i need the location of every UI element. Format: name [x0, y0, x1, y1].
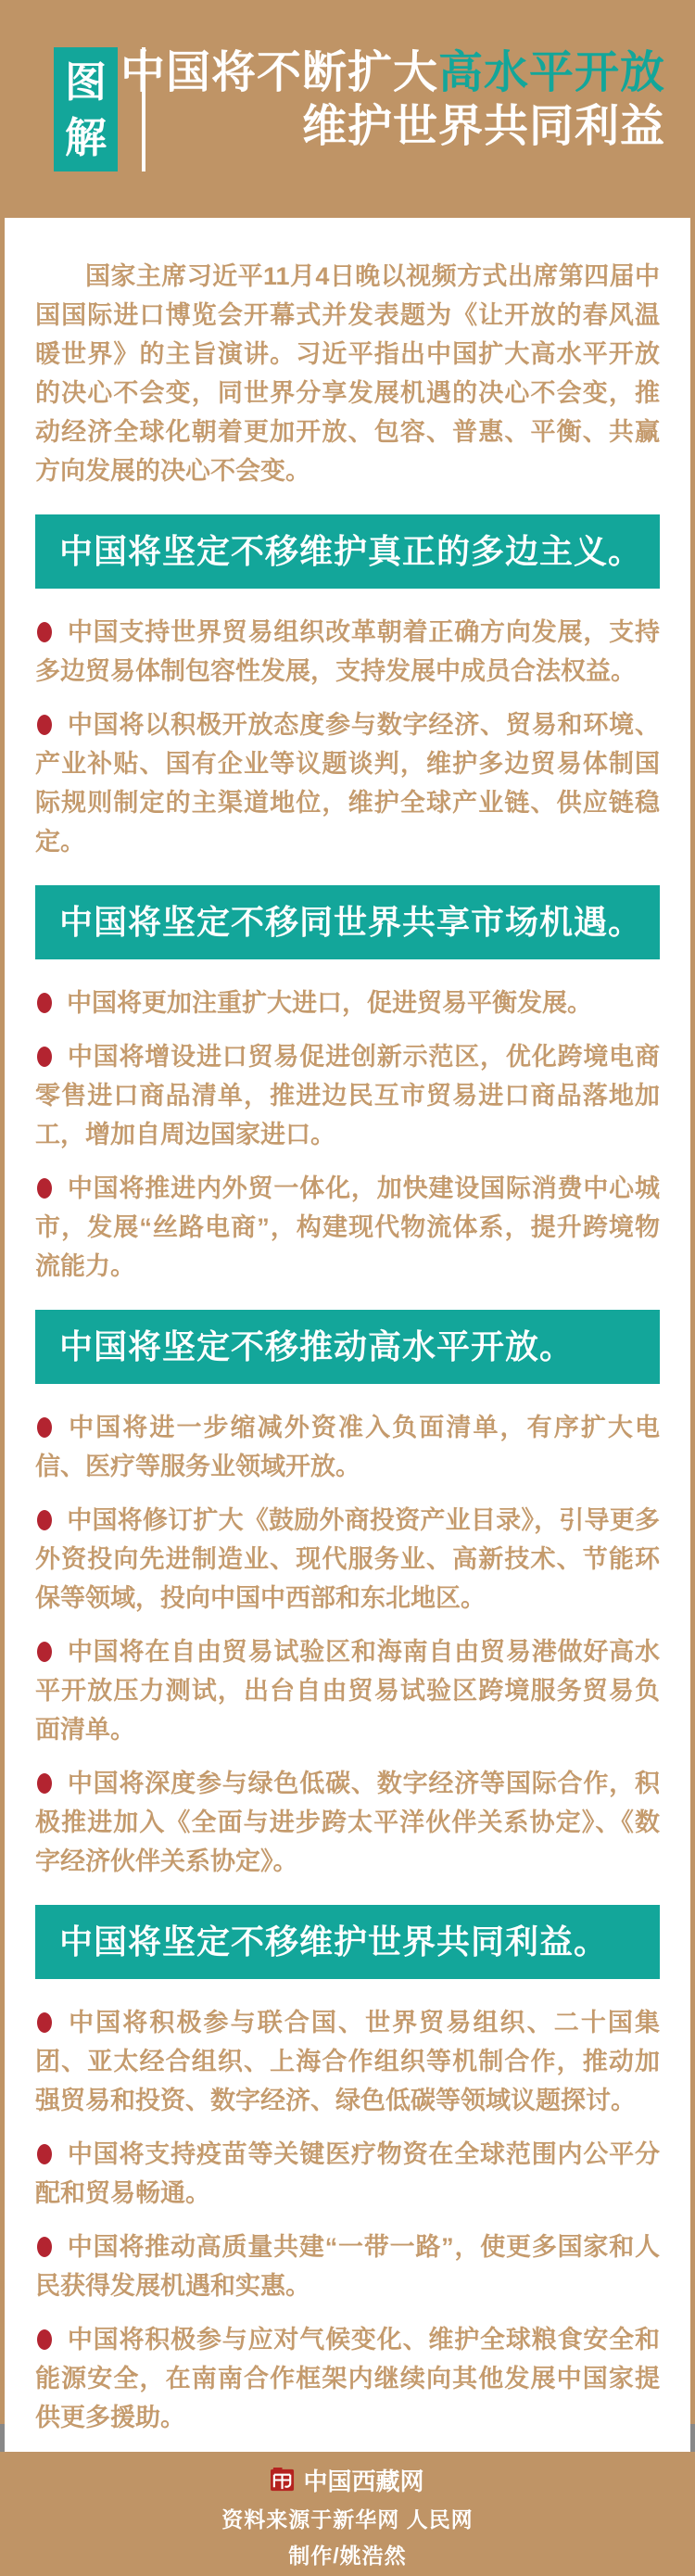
section-bullets	[35, 2003, 660, 2437]
bullet-item	[35, 705, 660, 861]
section-heading-bar: 中国将坚定不移维护真正的多边主义。	[35, 514, 660, 589]
section-heading-bar: 中国将坚定不移同世界共享市场机遇。	[35, 885, 660, 959]
content-area	[5, 218, 690, 2452]
footer-credit-line: 制作/姚浩然	[288, 2543, 407, 2568]
bullet-text: 中国将推动高质量共建“一带一路”，使更多国家和人民获得发展机遇和实惠。	[35, 2233, 660, 2300]
bullet-dot-icon	[37, 2012, 52, 2033]
bullet-text: 中国将推进内外贸一体化，加快建设国际消费中心城市，发展“丝路电商”，构建现代物流体系，提升跨境物流能力。	[35, 1174, 660, 1280]
bullet-text: 中国将进一步缩减外资准入负面清单，有序扩大电信、医疗等服务业领域开放。	[35, 1414, 660, 1480]
title-line-2: 维护世界共同利益	[301, 102, 665, 151]
bullet-dot-icon	[37, 715, 52, 735]
bullet-item	[35, 1632, 660, 1749]
bullet-dot-icon	[37, 1178, 52, 1199]
bullet-item	[35, 2320, 660, 2437]
bullet-text: 中国将支持疫苗等关键医疗物资在全球范围内公平分配和贸易畅通。	[35, 2140, 660, 2207]
bullet-item	[35, 1408, 660, 1486]
section-bullets	[35, 1408, 660, 1881]
bullet-item	[35, 1037, 660, 1154]
bullet-dot-icon	[37, 1773, 52, 1794]
bullet-text: 中国将在自由贸易试验区和海南自由贸易港做好高水平开放压力测试，出台自由贸易试验区跨境服务贸易负面清单。	[35, 1638, 660, 1744]
section-heading-bar: 中国将坚定不移推动高水平开放。	[35, 1310, 660, 1384]
section	[35, 885, 660, 1286]
bullet-item	[35, 613, 660, 691]
bullet-dot-icon	[37, 1642, 52, 1662]
tujie-badge: 图解	[54, 47, 118, 171]
bullet-text: 中国将更加注重扩大进口，促进贸易平衡发展。	[67, 989, 592, 1017]
footer-site-name: 中国西藏网	[303, 2467, 424, 2495]
bullet-item	[35, 1764, 660, 1881]
bullet-dot-icon	[37, 2237, 52, 2257]
page-title	[120, 46, 665, 154]
bullet-item	[35, 2135, 660, 2213]
bullet-dot-icon	[37, 2329, 52, 2350]
footer-site-line	[271, 2463, 423, 2497]
bullet-dot-icon	[37, 2144, 52, 2164]
footer	[0, 2452, 695, 2576]
section	[35, 514, 660, 861]
section-bullets	[35, 983, 660, 1286]
bullet-item	[35, 1501, 660, 1618]
bullet-text: 中国支持世界贸易组织改革朝着正确方向发展，支持多边贸易体制包容性发展，支持发展中成员合法权益。	[35, 618, 660, 685]
bullet-dot-icon	[37, 1417, 52, 1438]
title-line-1	[120, 46, 665, 100]
bullet-text: 中国将以积极开放态度参与数字经济、贸易和环境、产业补贴、国有企业等议题谈判，维护多边贸易体制国际规则制定的主渠道地位，维护全球产业链、供应链稳定。	[35, 711, 660, 856]
section-heading-bar: 中国将坚定不移维护世界共同利益。	[35, 1905, 660, 1979]
bullet-item	[35, 2227, 660, 2305]
bullet-item	[35, 1169, 660, 1286]
section	[35, 1310, 660, 1881]
bullet-text: 中国将积极参与应对气候变化、维护全球粮食安全和能源安全，在南南合作框架内继续向其他发展中国家提供更多援助。	[35, 2326, 660, 2431]
bullet-text: 中国将修订扩大《鼓励外商投资产业目录》，引导更多外资投向先进制造业、现代服务业、高新技术、节能环保等领域，投向中国中西部和东北地区。	[35, 1506, 660, 1612]
china-tibet-net-logo-icon	[271, 2468, 296, 2493]
bullet-item	[35, 2003, 660, 2120]
bullet-dot-icon	[37, 1047, 52, 1067]
bullet-dot-icon	[37, 993, 52, 1013]
title-line1-white: 中国将不断扩大	[120, 48, 438, 97]
bullet-item	[35, 983, 660, 1022]
bullet-text: 中国将增设进口贸易促进创新示范区，优化跨境电商零售进口商品清单，推进边民互市贸易进口商品落地加工，增加自周边国家进口。	[35, 1043, 660, 1148]
section	[35, 1905, 660, 2437]
sections-container	[35, 514, 660, 2437]
title-line1-highlight: 高水平开放	[437, 48, 665, 97]
intro-paragraph: 国家主席习近平11月4日晚以视频方式出席第四届中国国际进口博览会开幕式并发表题为《让开放的春风温暖世界》的主旨演讲。习近平指出中国扩大高水平开放的决心不会变，同世界分享发展机遇的决心不会变，推动经济全球化朝着更加开放、包容、普惠、平衡、共赢方向发展的决心不会变。	[35, 262, 660, 485]
section-bullets	[35, 613, 660, 861]
header	[0, 0, 695, 218]
footer-source-line: 资料来源于新华网 人民网	[221, 2506, 474, 2532]
bullet-text: 中国将深度参与绿色低碳、数字经济等国际合作，积极推进加入《全面与进步跨太平洋伙伴关系协定》、《数字经济伙伴关系协定》。	[35, 1770, 660, 1875]
bullet-text: 中国将积极参与联合国、世界贸易组织、二十国集团、亚太经合组织、上海合作组织等机制合作，推动加强贸易和投资、数字经济、绿色低碳等领域议题探讨。	[35, 2009, 660, 2114]
bullet-dot-icon	[37, 1510, 52, 1530]
bullet-dot-icon	[37, 622, 52, 642]
